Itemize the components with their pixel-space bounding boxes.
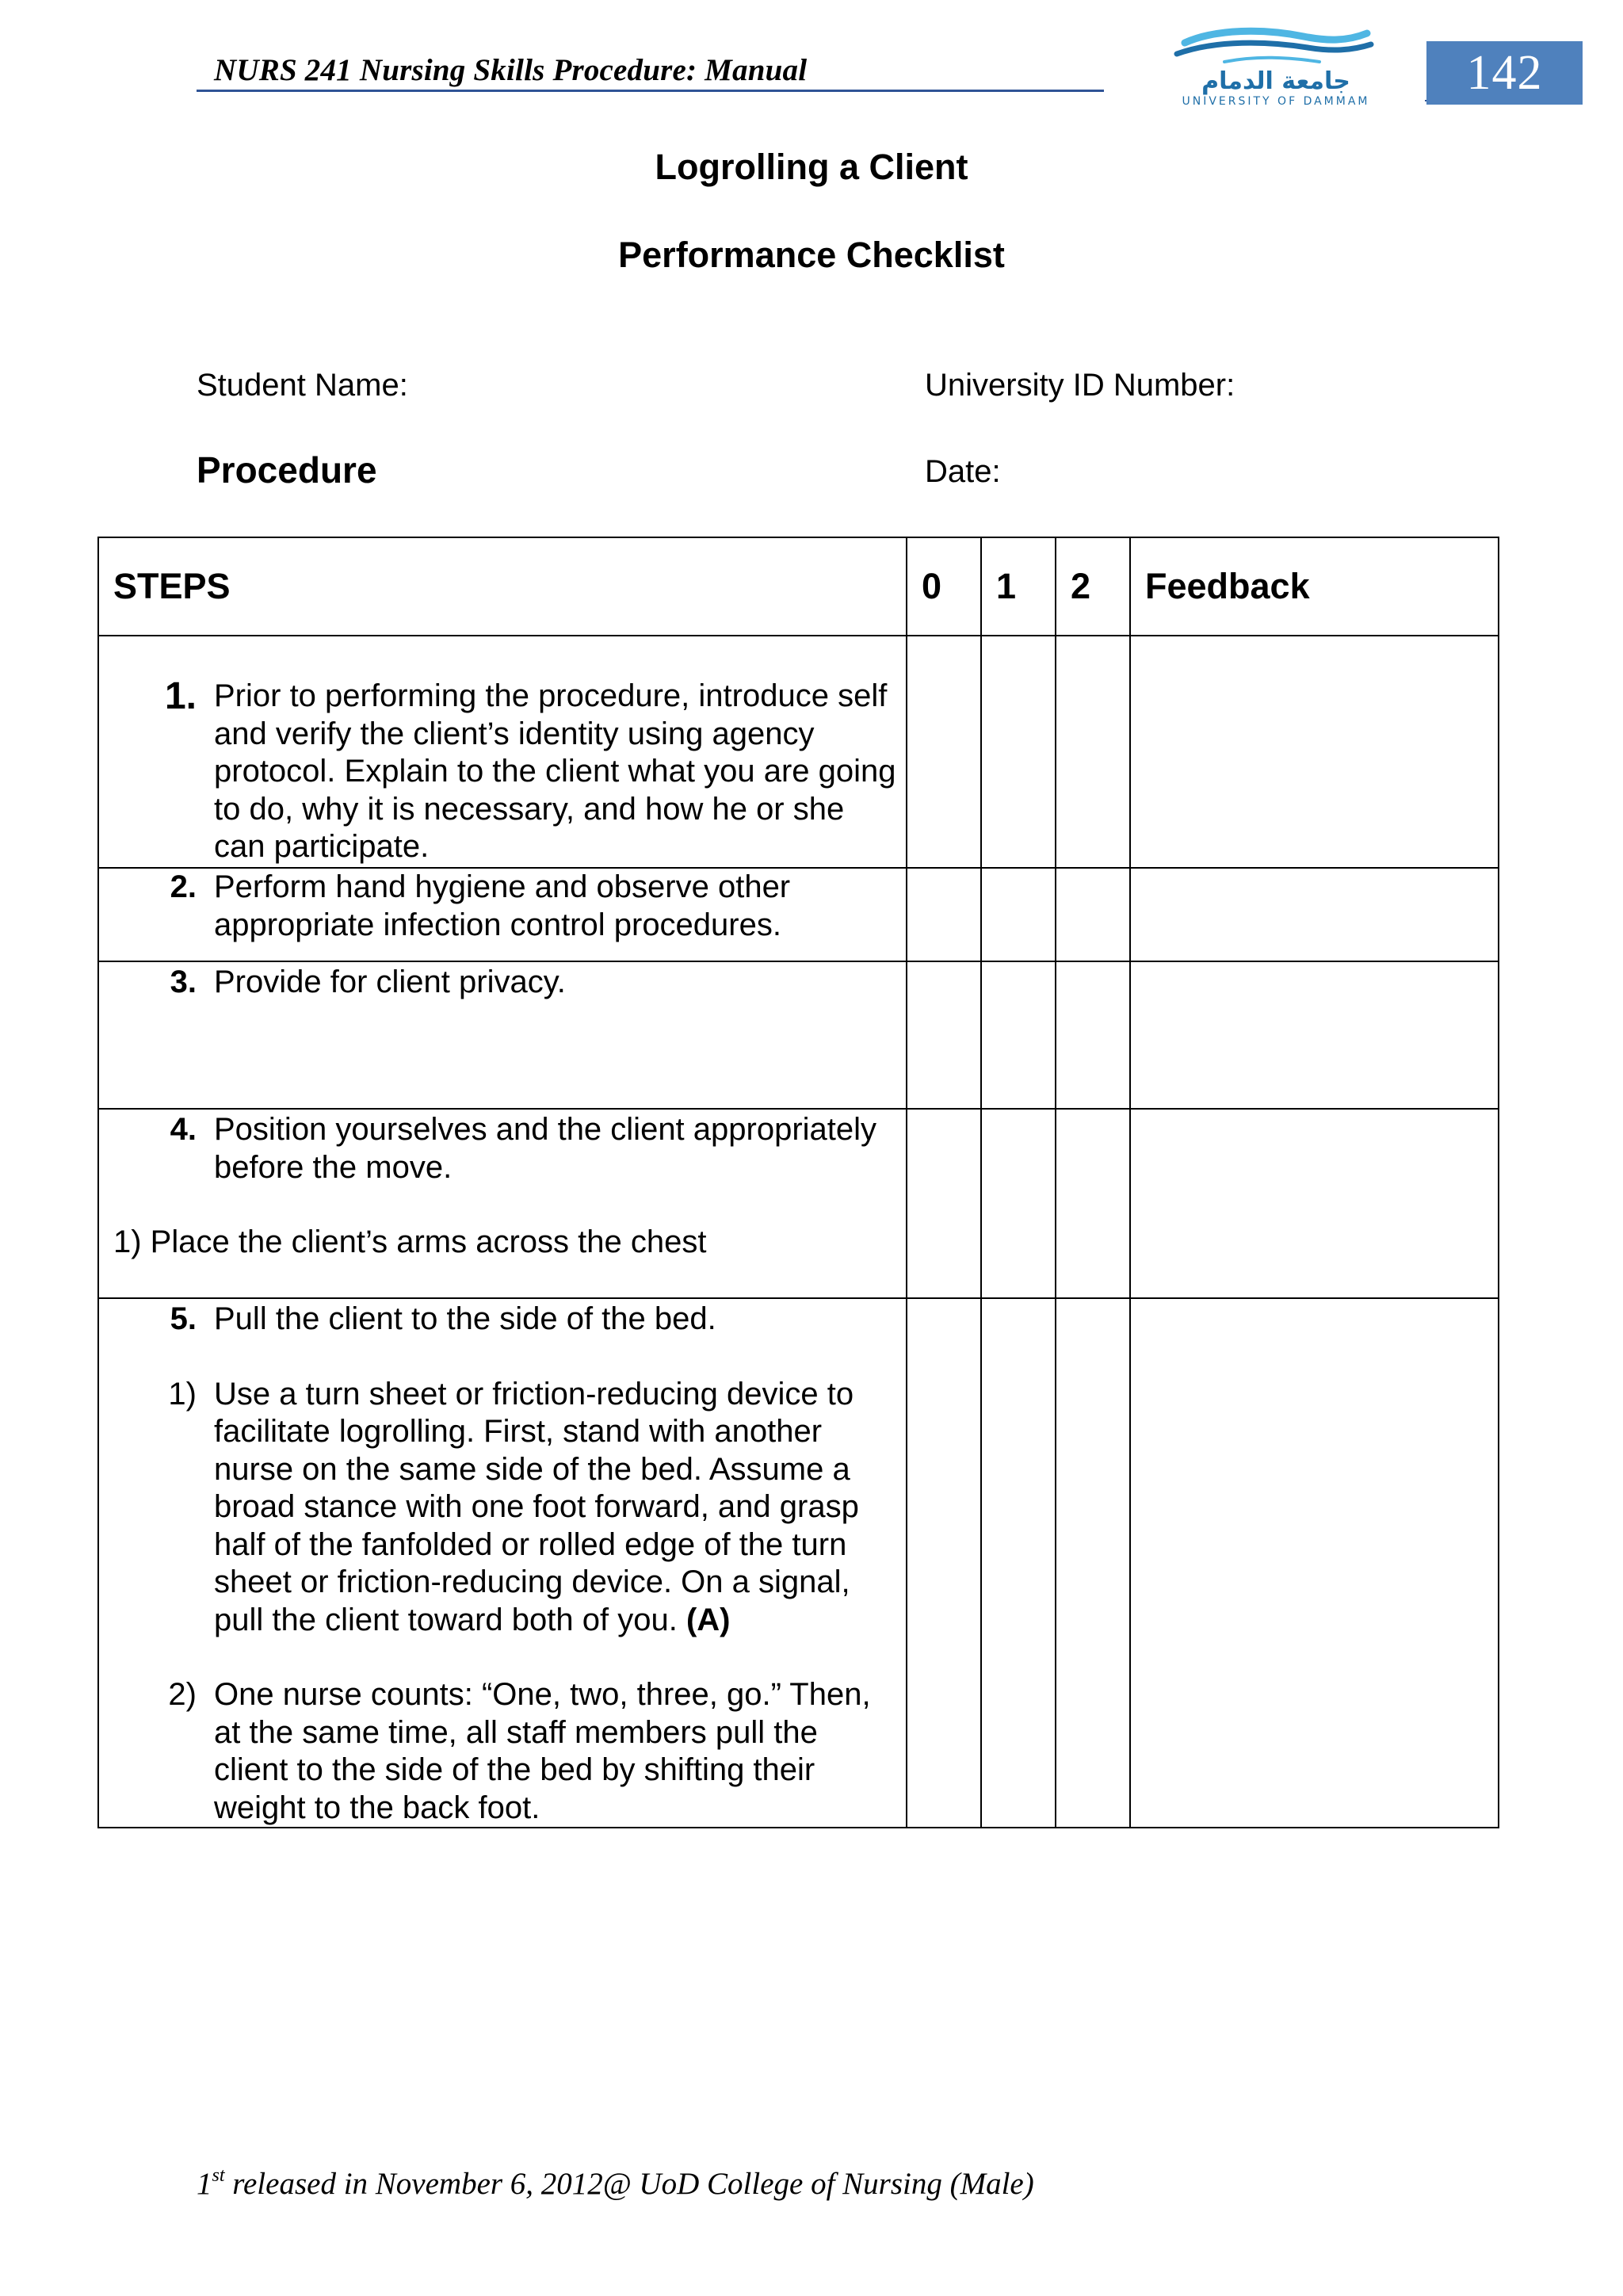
step-text: Position yourselves and the client appropriately before the move. bbox=[214, 1112, 877, 1185]
table-row bbox=[98, 868, 1499, 961]
score-1-cell[interactable] bbox=[981, 868, 1056, 961]
document-title: Logrolling a Client bbox=[655, 147, 968, 187]
sub-step-text: One nurse counts: “One, two, three, go.” Then, at the same time, all staff members pull the client to the side of the bed by shifting their weight to the back foot. bbox=[214, 1677, 871, 1825]
score-0-cell[interactable] bbox=[907, 636, 981, 868]
score-0-cell[interactable] bbox=[907, 868, 981, 961]
logo-english-text: UNIVERSITY OF DAMMAM bbox=[1182, 95, 1370, 108]
table-header-row bbox=[98, 537, 1499, 636]
table-row bbox=[98, 1298, 1499, 1828]
score-2-cell[interactable] bbox=[1056, 1298, 1130, 1828]
sub-step-number: 1) bbox=[168, 1376, 197, 1412]
table-row bbox=[98, 961, 1499, 1109]
feedback-cell[interactable] bbox=[1130, 1109, 1499, 1298]
score-1-cell[interactable] bbox=[981, 1109, 1056, 1298]
university-logo-icon bbox=[1129, 22, 1399, 108]
score-2-cell[interactable] bbox=[1056, 868, 1130, 961]
university-id-label: University ID Number: bbox=[925, 368, 1235, 403]
header-rule bbox=[197, 90, 1104, 92]
sub-step bbox=[99, 1376, 896, 1640]
feedback-cell[interactable] bbox=[1130, 868, 1499, 961]
footer-text: released in November 6, 2012@ UoD College of Nursing (Male) bbox=[224, 2167, 1034, 2201]
figure-reference: (A) bbox=[685, 1602, 731, 1637]
footer-ordinal: 1 bbox=[197, 2167, 212, 2201]
feedback-cell[interactable] bbox=[1130, 1298, 1499, 1828]
score-0-cell[interactable] bbox=[907, 1298, 981, 1828]
step-number: 2. bbox=[170, 869, 197, 904]
university-of-dammam-logo bbox=[1129, 22, 1399, 108]
step-number: 4. bbox=[170, 1112, 197, 1147]
step-cell bbox=[98, 1298, 907, 1828]
table-row bbox=[98, 636, 1499, 868]
footer-ordinal-suffix: st bbox=[212, 2165, 225, 2186]
score-1-header: 1 bbox=[981, 537, 1056, 636]
score-0-cell[interactable] bbox=[907, 961, 981, 1109]
score-2-header: 2 bbox=[1056, 537, 1130, 636]
step-cell bbox=[98, 1109, 907, 1298]
feedback-header: Feedback bbox=[1130, 537, 1499, 636]
document-subtitle: Performance Checklist bbox=[618, 235, 1005, 275]
student-name-label: Student Name: bbox=[197, 368, 408, 403]
step-text: Prior to performing the procedure, introduce self and verify the client’s identity using agency protocol. Explain to the client what you are going to do, why it is necessary, and how he or she can participate. bbox=[214, 678, 896, 864]
score-0-cell[interactable] bbox=[907, 1109, 981, 1298]
score-2-cell[interactable] bbox=[1056, 1109, 1130, 1298]
table-row bbox=[98, 1109, 1499, 1298]
step-cell bbox=[98, 636, 907, 868]
logo-arabic-text: جامعة الدمام bbox=[1201, 67, 1350, 95]
score-0-header: 0 bbox=[907, 537, 981, 636]
sub-step-text: Use a turn sheet or friction-reducing device to facilitate logrolling. First, stand with another nurse on the same side of the bed. Assume a broad stance with one foot forward, and grasp half of the fanfolded or rolled edge of the turn sheet or friction-reducing device. On a signal, pull the client toward both of you. bbox=[214, 1376, 859, 1637]
step-cell bbox=[98, 961, 907, 1109]
score-1-cell[interactable] bbox=[981, 636, 1056, 868]
procedure-label: Procedure bbox=[197, 449, 377, 491]
step-number: 5. bbox=[170, 1301, 197, 1336]
feedback-cell[interactable] bbox=[1130, 636, 1499, 868]
step-cell bbox=[98, 868, 907, 961]
score-2-cell[interactable] bbox=[1056, 961, 1130, 1109]
step-number: 1. bbox=[164, 675, 197, 717]
date-label: Date: bbox=[925, 454, 1001, 489]
step-text: Pull the client to the side of the bed. bbox=[214, 1301, 716, 1336]
sub-step-number: 2) bbox=[168, 1677, 197, 1712]
score-1-cell[interactable] bbox=[981, 1298, 1056, 1828]
step-number: 3. bbox=[170, 965, 197, 999]
footer-release-note bbox=[197, 2165, 1034, 2202]
score-2-cell[interactable] bbox=[1056, 636, 1130, 868]
manual-title: NURS 241 Nursing Skills Procedure: Manual bbox=[214, 53, 808, 87]
feedback-cell[interactable] bbox=[1130, 961, 1499, 1109]
sub-step bbox=[99, 1676, 896, 1827]
steps-header: STEPS bbox=[98, 537, 907, 636]
page-number: 142 bbox=[1426, 41, 1583, 105]
score-1-cell[interactable] bbox=[981, 961, 1056, 1109]
step-sub-text: 1) Place the client’s arms across the chest bbox=[113, 1224, 707, 1259]
checklist-table bbox=[97, 537, 1499, 1828]
step-text: Perform hand hygiene and observe other appropriate infection control procedures. bbox=[214, 869, 791, 942]
step-text: Provide for client privacy. bbox=[214, 965, 566, 999]
